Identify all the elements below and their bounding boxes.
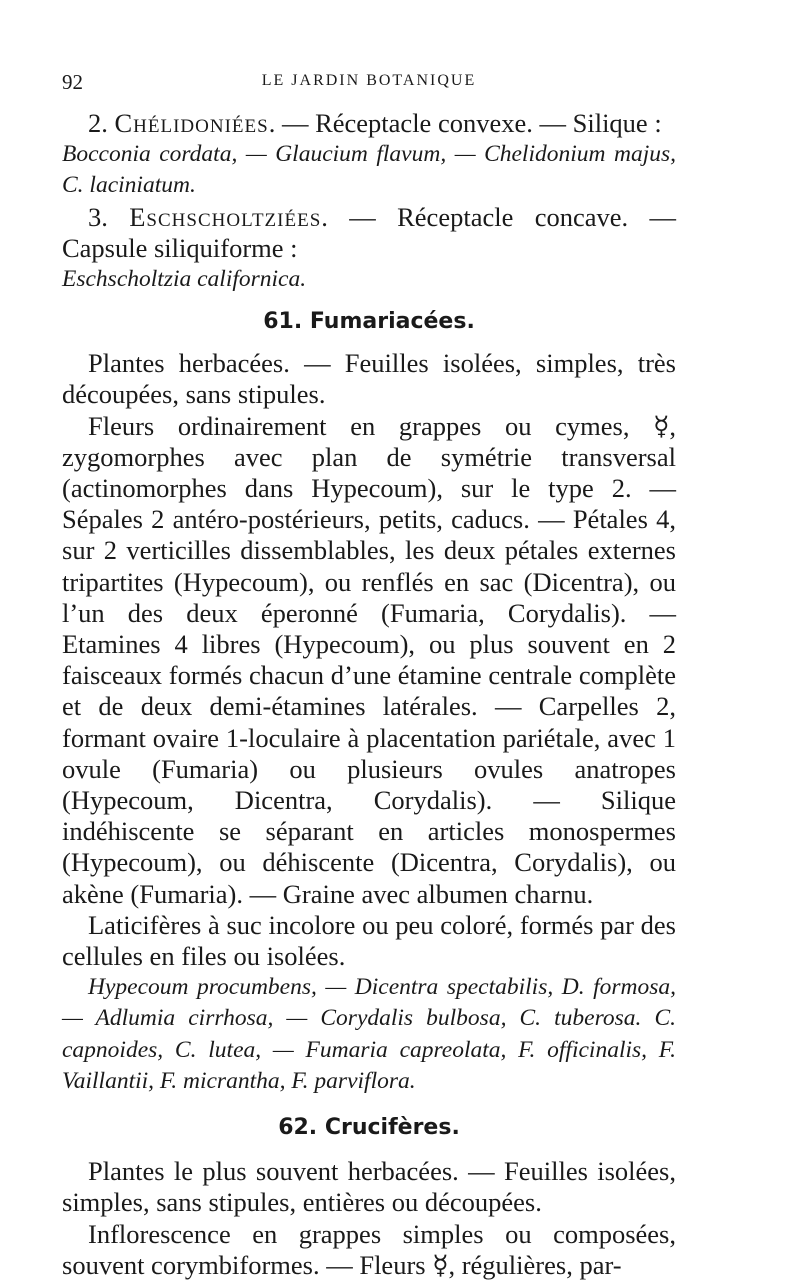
paragraph-inflorescence: Inflorescence en grappes simples ou composées, souvent corymbiformes. — Fleurs ☿, régulières, par-	[62, 1218, 676, 1280]
running-title: LE JARDIN BOTANIQUE	[261, 72, 477, 89]
paragraph-laticiferes: Laticifères à suc incolore ou peu coloré, formés par des cellules en files ou isolées.	[62, 909, 676, 972]
paragraph-vegetative: Plantes le plus souvent herbacées. — Feuilles isolées, simples, sans stipules, entières ou découpées.	[62, 1156, 676, 1218]
tribe-name: Chélidoniées	[114, 108, 269, 138]
family-number: 61.	[263, 309, 303, 335]
paragraph-vegetative: Plantes herbacées. — Feuilles isolées, simples, très découpées, sans stipules.	[62, 348, 676, 410]
family-heading-fumariacees	[62, 307, 676, 336]
tribe-genera-list: Bocconia cordata, — Glaucium flavum, — Chelidonium majus, C. laciniatum.	[62, 141, 676, 199]
tribe-number: 3.	[88, 201, 108, 232]
tribe-name: Eschscholtziées	[129, 201, 322, 232]
family-name: Crucifères.	[324, 1115, 460, 1141]
tribe-chelidoniees	[62, 108, 676, 139]
family-name: Fumariacées.	[309, 309, 475, 335]
tribe-description: . — Réceptacle convexe. — Silique :	[268, 108, 662, 138]
page-body	[62, 108, 676, 1281]
tribe-eschscholtziees	[62, 202, 676, 264]
paragraph-flowers: Fleurs ordinairement en grappes ou cymes, ☿, zygomorphes avec plan de symétrie transversal (actinomorphes dans Hypecoum), sur le type 2. — Sépales 2 antéro-postérieurs, petits, caducs. — Pétales 4, sur 2 verticilles dissemblables, les deux pétales externes tripartites (Hypecoum), ou renflés en sac (Dicentra), ou l’un des deux éperonné (Fumaria, Corydalis). — Etamines 4 libres (Hypecoum), ou plus souvent en 2 faisceaux formés chacun d’une étamine centrale complète et de deux demi-étamines latérales. — Carpelles 2, formant ovaire 1-loculaire à placentation pariétale, avec 1 ovule (Fumaria) ou plusieurs ovules anatropes (Hypecoum, Dicentra, Corydalis). — Silique indéhiscente se séparant en articles monospermes (Hypecoum), ou déhiscente (Dicentra, Corydalis), ou akène (Fumaria). — Graine avec albumen charnu.	[62, 410, 676, 909]
page-header	[62, 70, 676, 96]
tribe-number: 2.	[88, 108, 108, 138]
family-heading-cruciferes	[62, 1113, 676, 1142]
page-number: 92	[62, 70, 83, 94]
species-list: Hypecoum procumbens, — Dicentra spectabilis, D. formosa, — Adlumia cirrhosa, — Corydalis bulbosa, C. tuberosa. C. capnoides, C. lutea, — Fumaria capreolata, F. officinalis, F. Vaillantii, F. micrantha, F. parviflora.	[62, 974, 676, 1094]
tribe-genera-list: Eschscholtzia californica.	[62, 266, 307, 293]
family-number: 62.	[278, 1115, 318, 1141]
tribe-description: . — Réceptacle concave. — Capsule siliquiforme :	[62, 201, 676, 263]
